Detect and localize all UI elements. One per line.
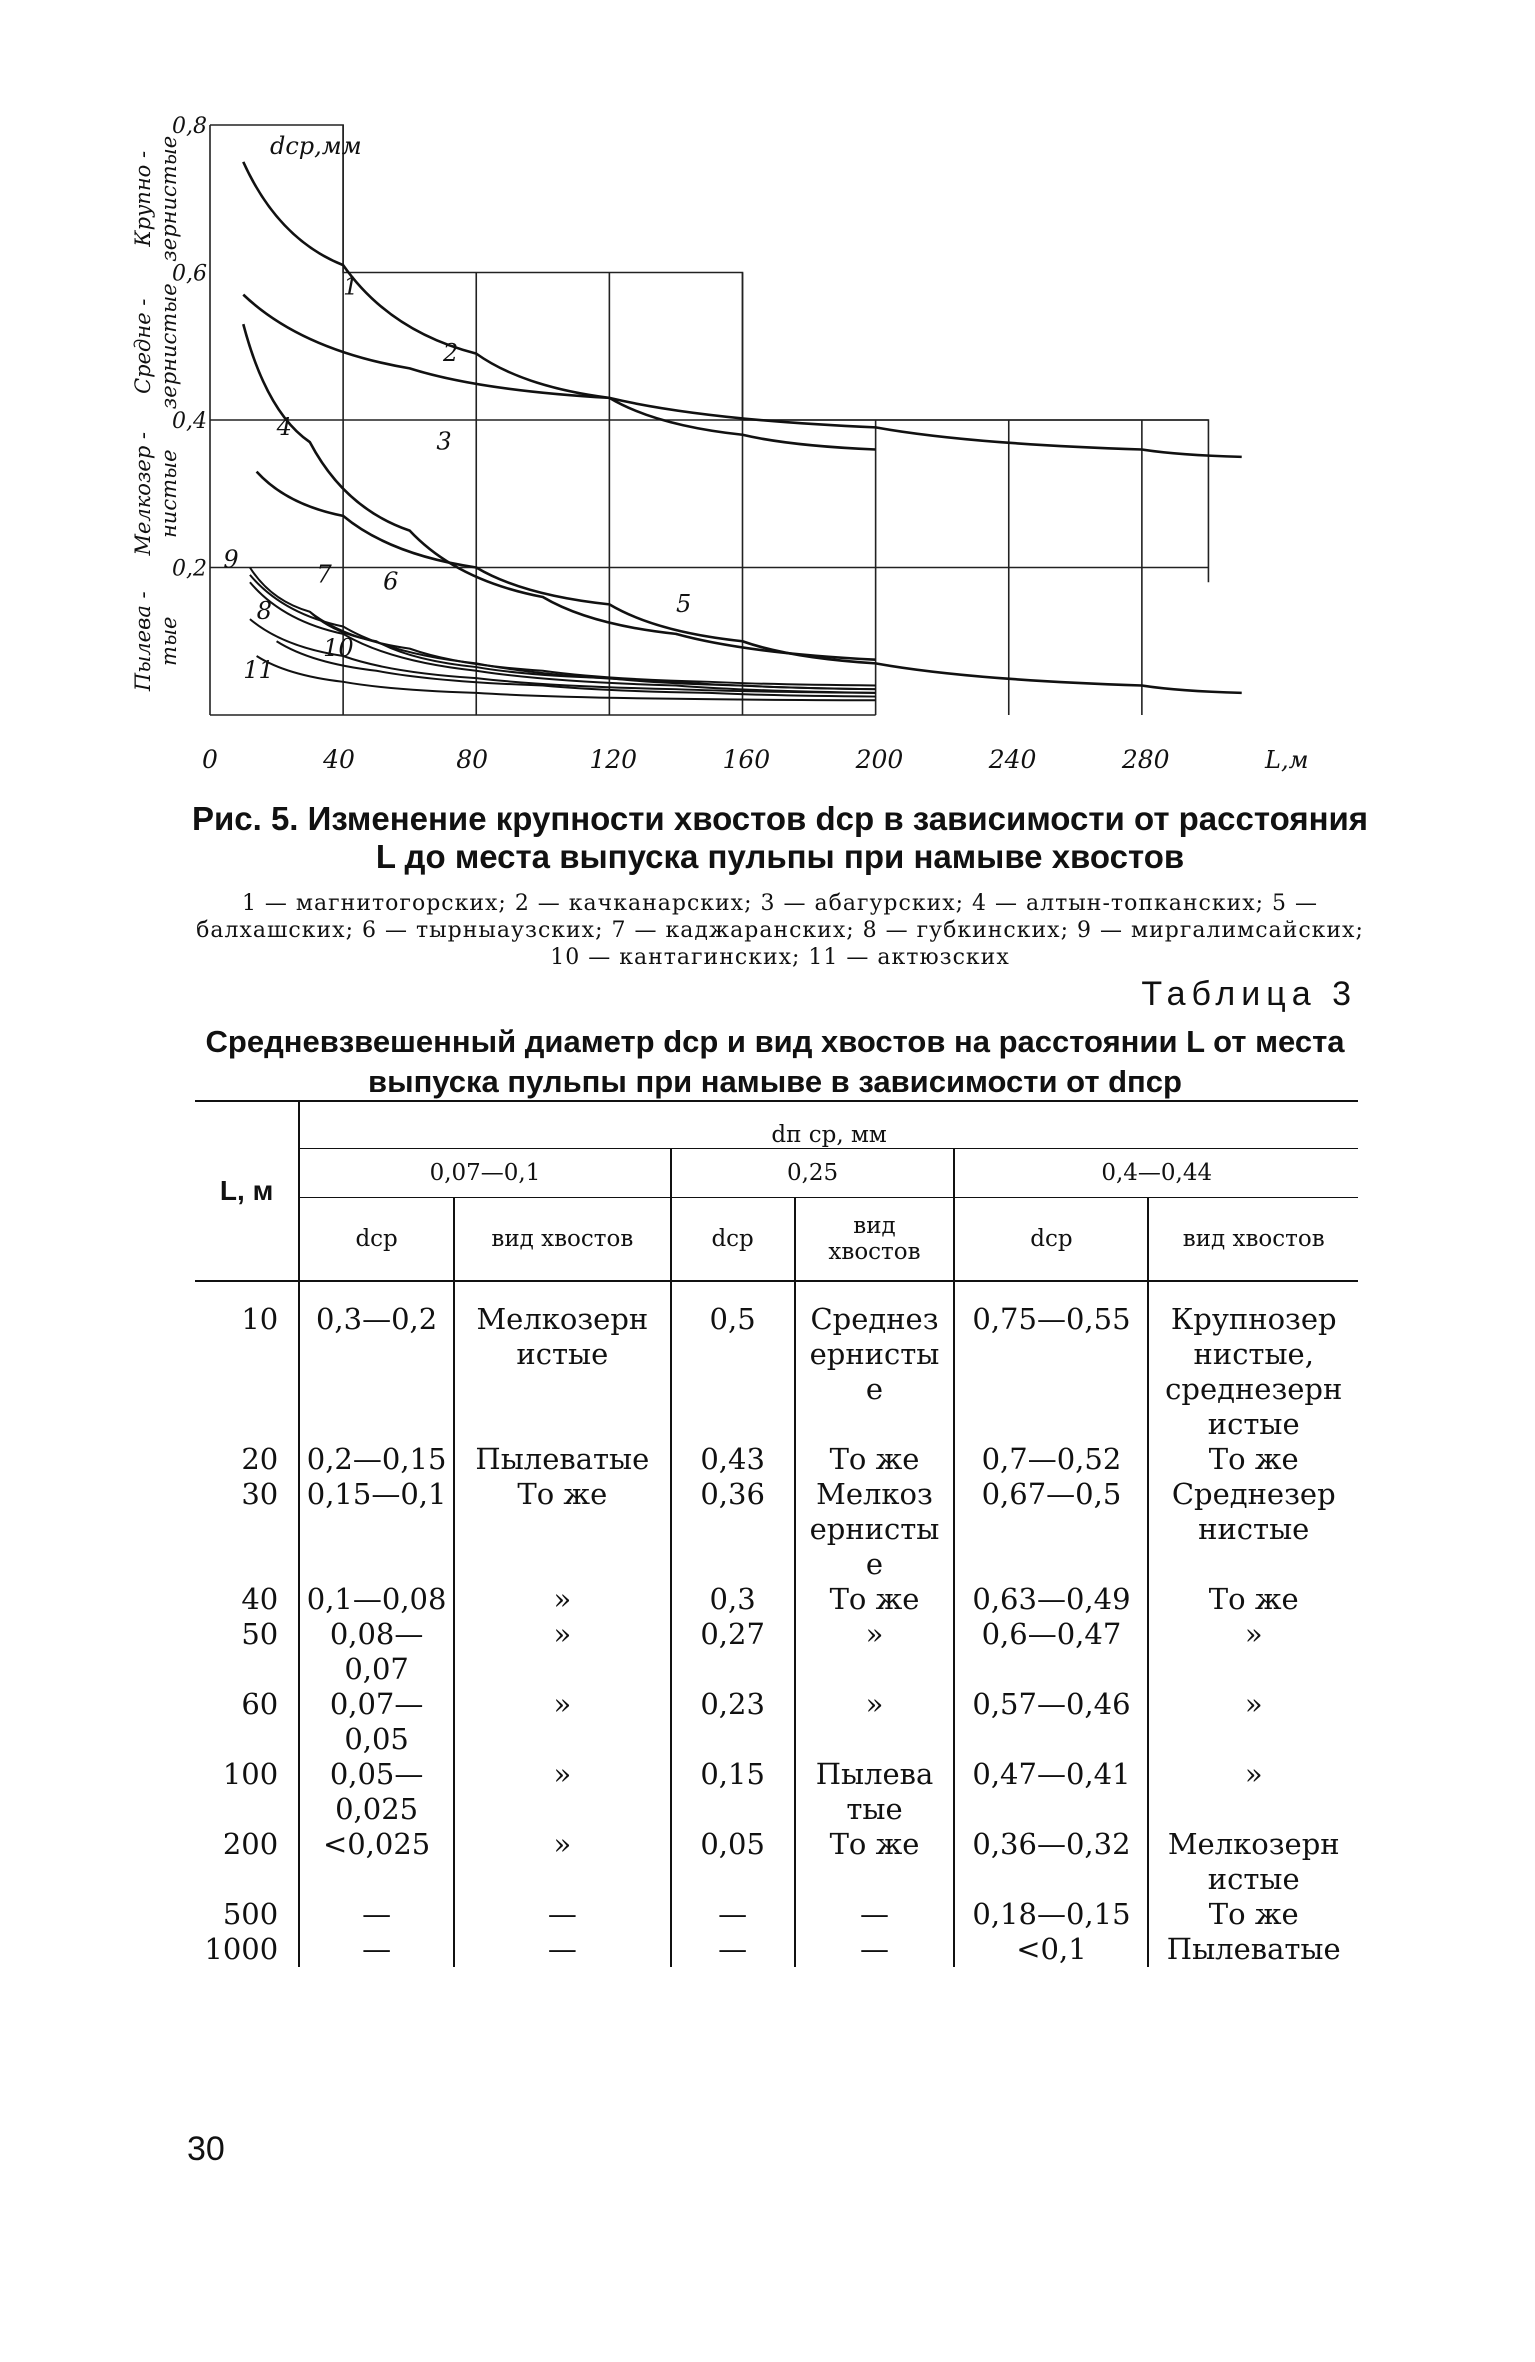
table-cell: » <box>1148 1757 1358 1827</box>
table-cell: Мелкозернистые <box>795 1477 955 1582</box>
x-axis-label: L,м <box>1265 746 1309 774</box>
table-cell: 200 <box>222 1827 279 1861</box>
table-cell: 50 <box>241 1617 279 1651</box>
table-cell: 0,15 <box>671 1757 795 1827</box>
x-tick-label: 280 <box>1121 745 1170 774</box>
y-axis-label: dср,мм <box>270 132 362 160</box>
zone-label <box>131 591 181 692</box>
table-cell: — <box>454 1932 671 1967</box>
table-cell: » <box>795 1617 955 1687</box>
table-row <box>195 1687 1358 1757</box>
table-cell: » <box>454 1687 671 1757</box>
table-cell: » <box>454 1617 671 1687</box>
zone-label-line: тые <box>157 616 181 666</box>
table-cell: 0,43 <box>671 1442 795 1477</box>
curve-label-4: 4 <box>276 412 292 441</box>
x-tick-label: 40 <box>323 745 355 774</box>
header-L: L, м <box>195 1101 299 1281</box>
x-tick-label: 120 <box>589 745 638 774</box>
table-cell: 0,07—0,05 <box>299 1687 454 1757</box>
x-tick-label: 80 <box>456 745 489 774</box>
table-cell: То же <box>795 1442 955 1477</box>
chart-series <box>223 162 1241 700</box>
table-cell: 0,18—0,15 <box>954 1897 1148 1932</box>
table-cell: <0,1 <box>954 1932 1148 1967</box>
table-cell: » <box>454 1757 671 1827</box>
series-line-3 <box>243 324 875 660</box>
tailings-size-chart <box>131 114 1360 780</box>
curve-label-9: 9 <box>223 545 239 574</box>
table-row <box>195 1442 1358 1477</box>
subheader-d: dср <box>299 1198 454 1282</box>
chart-frame <box>210 125 1208 582</box>
table-cell: 40 <box>241 1582 279 1616</box>
table-cell: 0,1—0,08 <box>299 1582 454 1617</box>
table-row <box>195 1932 1358 1967</box>
table-cell: 0,36—0,32 <box>954 1827 1148 1897</box>
page-number: 30 <box>187 2130 225 2168</box>
zone-label <box>131 283 181 409</box>
table-row <box>195 1617 1358 1687</box>
table-cell: 60 <box>241 1687 279 1721</box>
x-tick-label: 160 <box>722 745 771 774</box>
subheader-vid: вид хвостов <box>1148 1198 1358 1282</box>
table-cell: » <box>454 1827 671 1897</box>
zone-label <box>131 136 181 262</box>
subheader-d: dср <box>671 1198 795 1282</box>
table-cell: 0,05—0,025 <box>299 1757 454 1827</box>
table-label: Таблица 3 <box>1141 975 1357 1013</box>
zone-label <box>131 432 181 557</box>
curve-label-11: 11 <box>243 656 274 685</box>
table-cell: » <box>1148 1617 1358 1687</box>
curve-label-2: 2 <box>442 339 459 367</box>
table-cell: Среднезернистые <box>795 1281 955 1442</box>
table-cell: 0,7—0,52 <box>954 1442 1148 1477</box>
table-row <box>195 1757 1358 1827</box>
table-cell: 0,27 <box>671 1617 795 1687</box>
table-cell: <0,025 <box>299 1827 454 1897</box>
subheader-d: dср <box>954 1198 1148 1282</box>
table-row <box>195 1477 1358 1582</box>
table-title: Средневзвешенный диаметр dср и вид хвостов на расстоянии L от места выпуска пульпы при намыве в зависимости от dпср <box>205 1024 1345 1099</box>
group-2: 0,25 <box>671 1149 955 1198</box>
table-cell: 0,6—0,47 <box>954 1617 1148 1687</box>
table-cell: — <box>671 1897 795 1932</box>
zone-label-line: зернистые <box>157 135 181 262</box>
table-cell: Пылеватые <box>1148 1932 1358 1967</box>
table-cell: 500 <box>222 1897 279 1931</box>
curve-label-3: 3 <box>436 427 452 456</box>
table-cell: То же <box>1148 1442 1358 1477</box>
table-cell: 10 <box>241 1302 279 1336</box>
table-row <box>195 1281 1358 1442</box>
table-cell: 0,3 <box>671 1582 795 1617</box>
y-tick-label: 0,6 <box>172 261 207 287</box>
y-tick-label: 0,8 <box>172 114 207 139</box>
table-cell: 0,23 <box>671 1687 795 1757</box>
table-cell: Мелкозернистые <box>454 1281 671 1442</box>
table-cell: 0,08—0,07 <box>299 1617 454 1687</box>
table-cell: 0,75—0,55 <box>954 1281 1148 1442</box>
zone-label-line: Средне - <box>131 298 155 394</box>
y-tick-label: 0,4 <box>172 409 207 434</box>
table-cell: То же <box>454 1477 671 1582</box>
table-cell: 0,57—0,46 <box>954 1687 1148 1757</box>
table-cell: Среднезернистые <box>1148 1477 1358 1582</box>
subheader-vid: вид хвостов <box>795 1198 955 1282</box>
header-dpcp: dп ср, мм <box>299 1101 1358 1149</box>
subheader-vid: вид хвостов <box>454 1198 671 1282</box>
zone-label-line: Пылева - <box>131 591 155 692</box>
table-cell: То же <box>795 1827 955 1897</box>
table-cell: То же <box>795 1582 955 1617</box>
table-cell: 0,2—0,15 <box>299 1442 454 1477</box>
curve-label-7: 7 <box>316 560 332 589</box>
group-3: 0,4—0,44 <box>954 1149 1358 1198</box>
zone-label-line: зернистые <box>157 283 181 410</box>
curve-label-10: 10 <box>323 634 354 662</box>
table-cell: 0,15—0,1 <box>299 1477 454 1582</box>
table-cell: Крупнозернистые, среднезернистые <box>1148 1281 1358 1442</box>
table-cell: Пылеватые <box>795 1757 955 1827</box>
table-cell: — <box>454 1897 671 1932</box>
table-cell: » <box>454 1582 671 1617</box>
zone-label-line: Мелкозер - <box>131 431 155 556</box>
table-cell: 0,5 <box>671 1281 795 1442</box>
curve-label-8: 8 <box>256 597 272 626</box>
table-cell: Мелкозернистые <box>1148 1827 1358 1897</box>
zone-label-line: нистые <box>157 449 181 539</box>
table-cell: — <box>299 1897 454 1932</box>
x-tick-label: 240 <box>988 745 1037 774</box>
data-table <box>195 1100 1358 1967</box>
table-cell: Пылеватые <box>454 1442 671 1477</box>
table-cell: — <box>299 1932 454 1967</box>
table-cell: — <box>795 1897 955 1932</box>
table-cell: То же <box>1148 1897 1358 1932</box>
group-1: 0,07—0,1 <box>299 1149 670 1198</box>
table-cell: — <box>795 1932 955 1967</box>
table-cell: То же <box>1148 1582 1358 1617</box>
table-row <box>195 1827 1358 1897</box>
table-cell: 0,63—0,49 <box>954 1582 1148 1617</box>
table-cell: 100 <box>222 1757 279 1791</box>
curve-label-6: 6 <box>383 567 399 596</box>
series-line-11 <box>257 656 876 700</box>
zone-label-line: Крупно - <box>131 150 155 247</box>
curve-label-1: 1 <box>343 272 359 301</box>
table-cell: 0,47—0,41 <box>954 1757 1148 1827</box>
curve-label-5: 5 <box>675 589 692 618</box>
table-cell: 0,67—0,5 <box>954 1477 1148 1582</box>
table-cell: 0,36 <box>671 1477 795 1582</box>
table-row <box>195 1582 1358 1617</box>
table-cell: 20 <box>241 1442 279 1476</box>
y-tick-label: 0,2 <box>172 556 207 582</box>
table-cell: 30 <box>241 1477 279 1511</box>
series-line-4 <box>257 472 1242 693</box>
table-cell: » <box>795 1687 955 1757</box>
table-cell: » <box>1148 1687 1358 1757</box>
chart-grid <box>210 125 1208 715</box>
table-cell: 0,3—0,2 <box>299 1281 454 1442</box>
table-cell: 0,05 <box>671 1827 795 1897</box>
series-line-1 <box>243 162 875 450</box>
table-cell: — <box>671 1932 795 1967</box>
table-cell: 1000 <box>204 1932 279 1966</box>
x-tick-label: 200 <box>855 745 904 774</box>
figure-legend: 1 — магнитогорских; 2 — качканарских; 3 — абагурских; 4 — алтын-топканских; 5 — балхашских; 6 — тырныаузских; 7 — каджаранских; 8 — губкинских; 9 — миргалимсайских; 10 — кантагинских; 11 — актюзских <box>196 891 1364 970</box>
x-tick-label: 0 <box>202 745 218 774</box>
table-row <box>195 1897 1358 1932</box>
figure-caption: Рис. 5. Изменение крупности хвостов dср в зависимости от расстояния L до места выпуска пульпы при намыве хвостов <box>191 800 1369 875</box>
